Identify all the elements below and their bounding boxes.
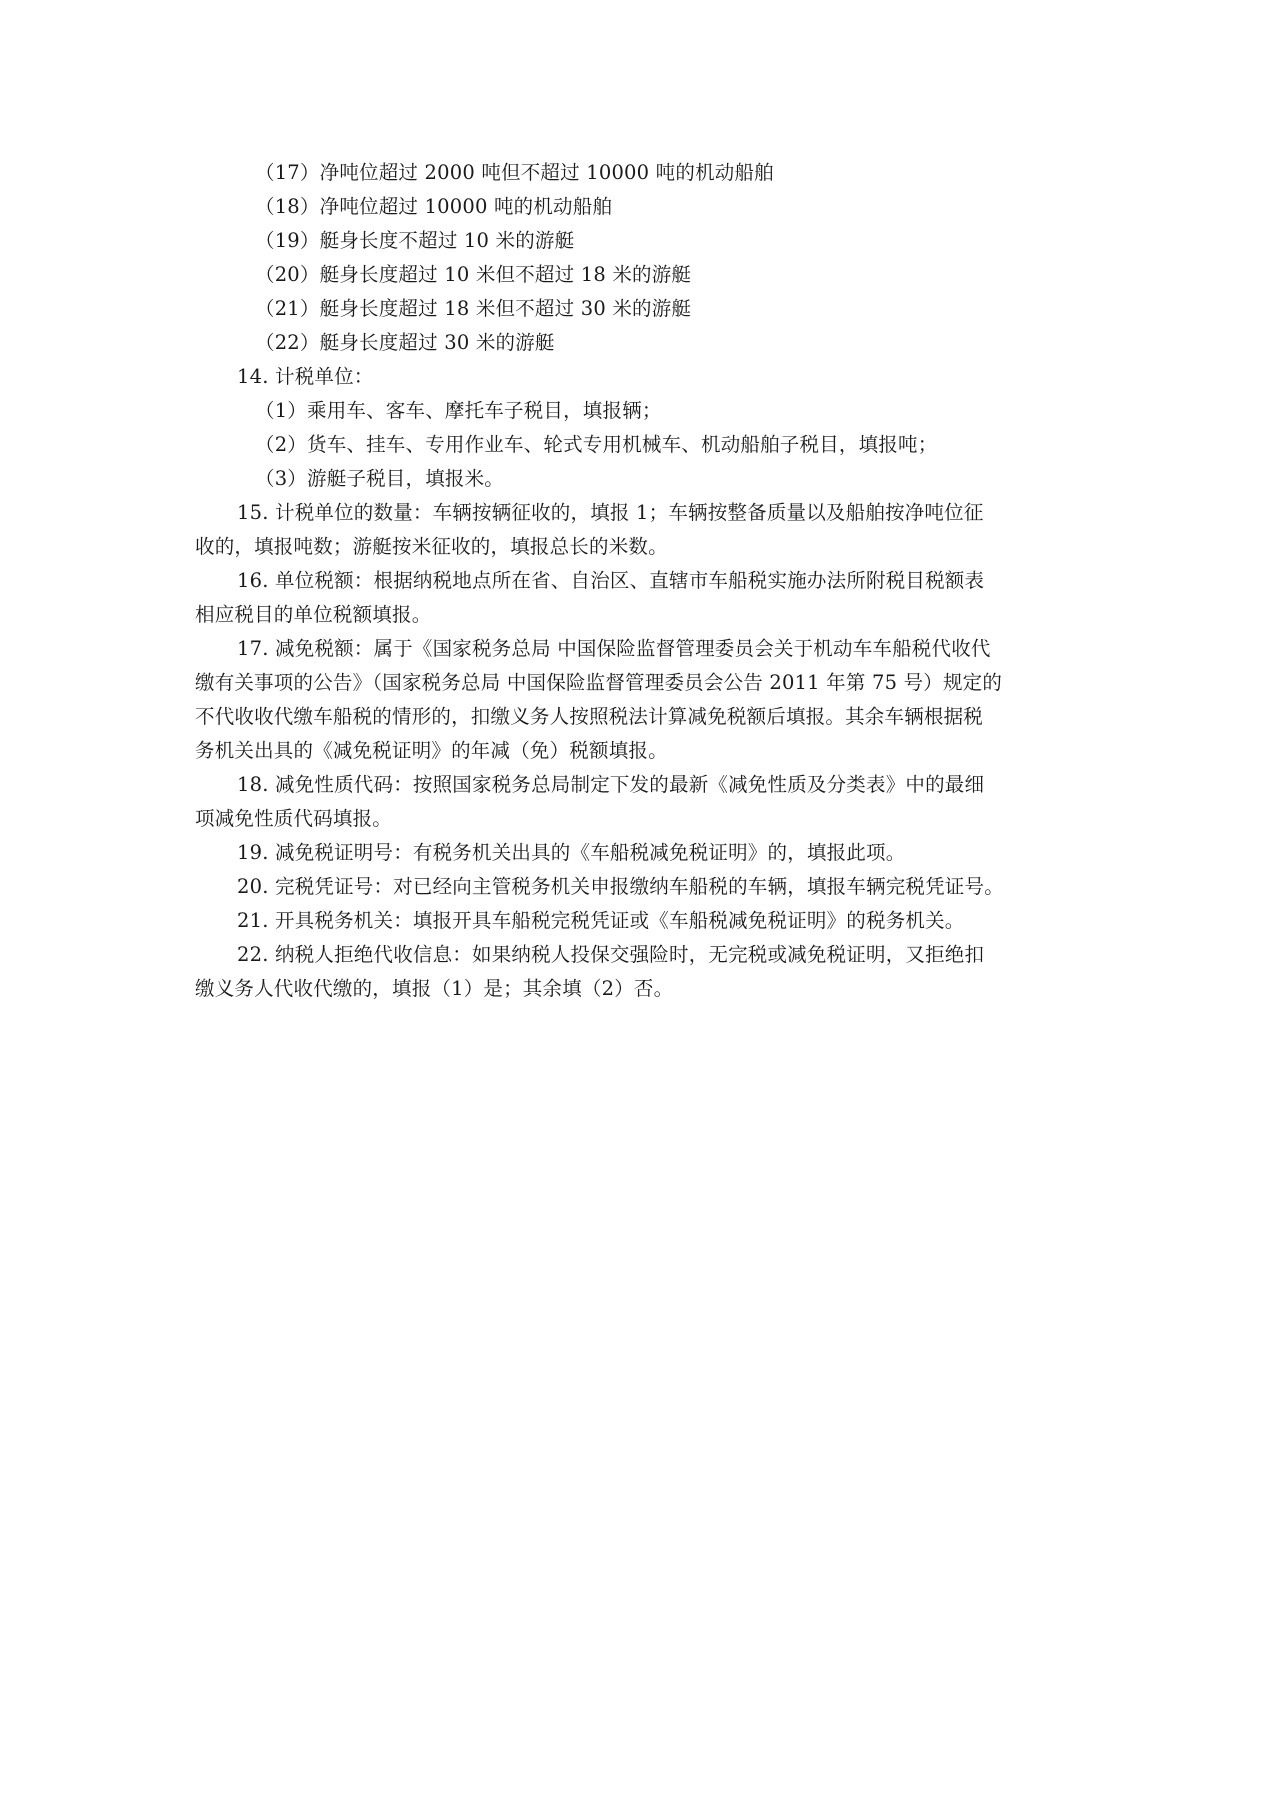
sub-item-19: （19）艇身长度不超过 10 米的游艇: [255, 229, 575, 252]
item-14-sub-2: （2）货车、挂车、专用作业车、轮式专用机械车、机动船舶子税目，填报吨；: [255, 433, 938, 456]
item-22-paragraph: [195, 938, 1095, 1006]
paragraph-line: 项减免性质代码填报。: [195, 807, 393, 830]
paragraph-line: 17. 减免税额：属于《国家税务总局 中国保险监督管理委员会关于机动车车船税代收代: [237, 637, 991, 660]
paragraph-line: 21. 开具税务机关：填报开具车船税完税凭证或《车船税减免税证明》的税务机关。: [237, 909, 965, 932]
item-20-paragraph: [195, 870, 1095, 904]
paragraph-line: 务机关出具的《减免税证明》的年减（免）税额填报。: [195, 739, 668, 762]
item-21-paragraph: [195, 904, 1095, 938]
paragraph-line: 18. 减免性质代码：按照国家税务总局制定下发的最新《减免性质及分类表》中的最细: [237, 773, 985, 796]
sub-item-17: （17）净吨位超过 2000 吨但不超过 10000 吨的机动船舶: [255, 161, 774, 184]
sub-item-20: （20）艇身长度超过 10 米但不超过 18 米的游艇: [255, 263, 692, 286]
item-14-sub-3: （3）游艇子税目，填报米。: [255, 467, 505, 490]
paragraph-line: 缴义务人代收代缴的，填报（1）是；其余填（2）否。: [195, 977, 674, 1000]
sub-item-22: （22）艇身长度超过 30 米的游艇: [255, 331, 555, 354]
item-17-paragraph: [195, 632, 1095, 768]
item-19-paragraph: [195, 836, 1095, 870]
paragraph-line: 20. 完税凭证号：对已经向主管税务机关申报缴纳车船税的车辆，填报车辆完税凭证号。: [237, 875, 1004, 898]
paragraph-line: 相应税目的单位税额填报。: [195, 603, 432, 626]
item-16-paragraph: [195, 564, 1095, 632]
paragraph-line: 15. 计税单位的数量：车辆按辆征收的，填报 1；车辆按整备质量以及船舶按净吨位征: [237, 501, 984, 524]
sub-item-18: （18）净吨位超过 10000 吨的机动船舶: [255, 195, 613, 218]
document-body: [195, 156, 1095, 1006]
paragraph-line: 19. 减免税证明号：有税务机关出具的《车船税减免税证明》的，填报此项。: [237, 841, 906, 864]
item-14-sub-1: （1）乘用车、客车、摩托车子税目，填报辆；: [255, 399, 662, 422]
paragraph-line: 22. 纳税人拒绝代收信息：如果纳税人投保交强险时，无完税或减免税证明，又拒绝扣: [237, 943, 985, 966]
paragraph-line: 不代收收代缴车船税的情形的，扣缴义务人按照税法计算减免税额后填报。其余车辆根据税: [195, 705, 984, 728]
paragraph-line: 收的，填报吨数；游艇按米征收的，填报总长的米数。: [195, 535, 668, 558]
item-15-paragraph: [195, 496, 1095, 564]
paragraph-line: 缴有关事项的公告》（国家税务总局 中国保险监督管理委员会公告 2011 年第 75 号）规定的: [195, 671, 1003, 694]
paragraph-line: 16. 单位税额：根据纳税地点所在省、自治区、直辖市车船税实施办法所附税目税额表: [237, 569, 985, 592]
item-14-heading: 14. 计税单位：: [237, 365, 374, 388]
item-18-paragraph: [195, 768, 1095, 836]
sub-item-21: （21）艇身长度超过 18 米但不超过 30 米的游艇: [255, 297, 692, 320]
